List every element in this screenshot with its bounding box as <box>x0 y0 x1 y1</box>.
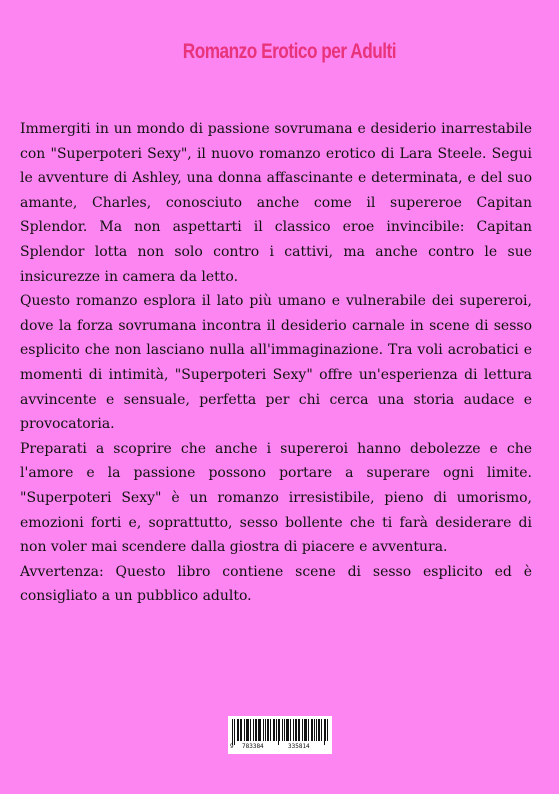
blurb-warning: Avvertenza: Questo libro contiene scene di sesso esplicito ed è consigliato a un pubblico adulto. <box>20 563 532 605</box>
barcode-number <box>228 742 332 752</box>
blurb-paragraph-3: Preparati a scoprire che anche i supereroi hanno debolezze e che l'amore e la passione possono portare a superare ogni limite. "Superpoteri Sexy" è un romanzo irresistibile, pieno di umorismo, emozioni forti e, soprattutto, sesso bollente che ti farà desiderare di non voler mai scendere dalla giostra di piacere e avventura. <box>20 440 532 556</box>
isbn-barcode <box>228 716 332 754</box>
blurb-paragraph-1: Immergiti in un mondo di passione sovrumana e desiderio inarrestabile con "Superpoteri Sexy", il nuovo romanzo erotico di Lara Steele. Segui le avventure di Ashley, una donna affascinante e determinata, e del suo amante, Charles, conosciuto anche come il supereroe Capitan Splendor. Ma non aspettarti il classico eroe invincibile: Capitan Splendor lotta non solo contro i cattivi, ma anche contro le sue insicurezze in camera da letto. <box>20 121 532 285</box>
back-cover-blurb <box>20 117 532 609</box>
barcode-left-digits: 783384 <box>242 743 264 750</box>
barcode-first-digit: 9 <box>230 743 234 750</box>
page-title: Romanzo Erotico per Adulti <box>182 40 397 63</box>
barcode-right-digits: 335814 <box>288 743 310 750</box>
blurb-paragraph-2: Questo romanzo esplora il lato più umano e vulnerabile dei supereroi, dove la forza sovrumana incontra il desiderio carnale in scene di sesso esplicito che non lasciano nulla all'immaginazione. Tra voli acrobatici e momenti di intimità, "Superpoteri Sexy" offre un'esperienza di lettura avvincente e sensuale, perfetta per chi cerca una storia audace e provocatoria. <box>20 293 532 433</box>
